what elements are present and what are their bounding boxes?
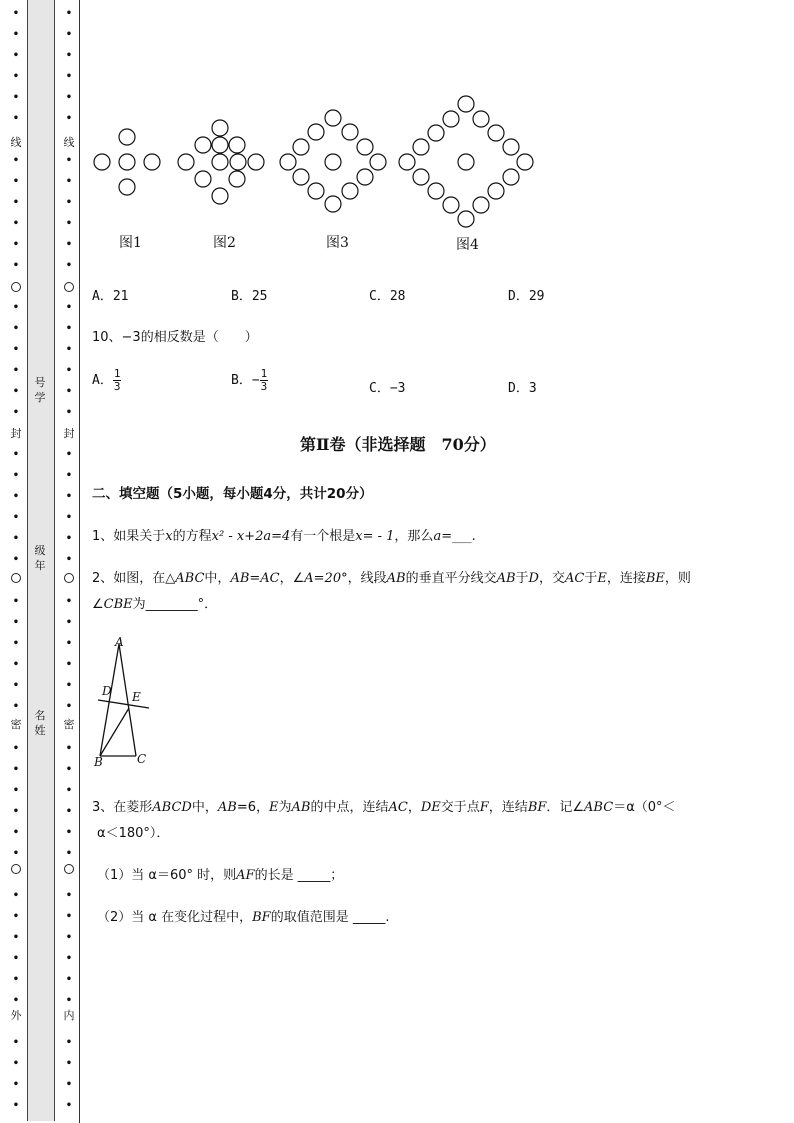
margin-dot: •: [65, 50, 73, 61]
margin-circle: [11, 864, 21, 874]
margin-dot: •: [12, 218, 20, 229]
margin-dot: •: [65, 764, 73, 775]
student-number-label: 号 学: [34, 376, 46, 404]
margin-dot: •: [12, 848, 20, 859]
margin-dot: •: [65, 407, 73, 418]
q9-option-c: C．28: [369, 289, 406, 304]
fill-q2-line1: 2、如图，在△ABC中，AB=AC，∠A=20°，线段AB的垂直平分线交AB于D，交AC于E，连接BE，则: [92, 571, 691, 586]
fill-q2-line2: ∠CBE为________°．: [92, 597, 218, 612]
margin-dot: •: [12, 617, 20, 628]
margin-dot: •: [65, 71, 73, 82]
margin-dot: •: [12, 470, 20, 481]
margin-char: 密: [10, 718, 22, 731]
margin-dot: •: [12, 491, 20, 502]
binding-inner-line: [79, 0, 80, 1123]
q10-option-d: D．3: [508, 381, 537, 396]
margin-dot: •: [65, 239, 73, 250]
margin-dot: •: [65, 533, 73, 544]
part-2-title: 第Ⅱ卷（非选择题 70分）: [300, 435, 496, 454]
margin-dot: •: [12, 659, 20, 670]
margin-dot: •: [12, 806, 20, 817]
figure-2-label: 图2: [213, 235, 236, 251]
grade-label: 级 年: [34, 544, 46, 572]
margin-circle: [11, 573, 21, 583]
margin-dot: •: [12, 512, 20, 523]
margin-dot: •: [12, 953, 20, 964]
margin-dot: •: [12, 50, 20, 61]
circle-pattern-figures: [85, 90, 555, 230]
margin-dot: •: [65, 344, 73, 355]
margin-dot: •: [12, 302, 20, 313]
margin-dot: •: [12, 176, 20, 187]
margin-char: 密: [63, 718, 75, 731]
margin-dot: •: [65, 260, 73, 271]
margin-dot: •: [12, 239, 20, 250]
margin-dot: •: [65, 8, 73, 19]
margin-dot: •: [12, 323, 20, 334]
fill-section-title: 二、填空题（5小题，每小题4分，共计20分）: [92, 486, 373, 502]
margin-dot: •: [12, 1079, 20, 1090]
margin-dot: •: [65, 176, 73, 187]
fill-q3-line2: α＜180°）．: [97, 826, 170, 841]
margin-dot: •: [12, 596, 20, 607]
margin-dot: •: [12, 911, 20, 922]
margin-dot: •: [65, 554, 73, 565]
margin-dot: •: [12, 71, 20, 82]
margin-dot: •: [65, 29, 73, 40]
margin-dot: •: [65, 155, 73, 166]
q9-option-d: D．29: [508, 289, 545, 304]
margin-dot: •: [12, 974, 20, 985]
figure-3-label: 图3: [326, 235, 349, 251]
margin-dot: •: [65, 596, 73, 607]
margin-dot: •: [65, 1079, 73, 1090]
margin-dot: •: [12, 29, 20, 40]
margin-circle: [64, 282, 74, 292]
fill-q1: 1、如果关于x的方程x² - x+2a=4有一个根是x= - 1，那么a=___.: [92, 529, 476, 544]
point-a-label: A: [115, 635, 124, 649]
fill-q3-line1: 3、在菱形ABCD中，AB=6，E为AB的中点，连结AC，DE交于点F，连结BF．记∠ABC＝α（0°＜: [92, 800, 676, 815]
fill-q3-part1: （1）当 α＝60° 时，则AF的长是 _____；: [97, 868, 344, 883]
point-e-label: E: [132, 690, 141, 704]
margin-dot: •: [12, 743, 20, 754]
margin-dot: •: [65, 974, 73, 985]
name-label: 名 姓: [34, 709, 46, 737]
margin-circle: [11, 282, 21, 292]
margin-dot: •: [65, 659, 73, 670]
margin-dot: •: [65, 890, 73, 901]
margin-dot: •: [12, 1037, 20, 1048]
point-d-label: D: [102, 684, 112, 698]
figure-4-label: 图4: [456, 237, 479, 253]
margin-dot: •: [12, 197, 20, 208]
margin-char: 外: [10, 1009, 22, 1022]
margin-dot: •: [65, 848, 73, 859]
margin-dot: •: [12, 554, 20, 565]
margin-dot: •: [65, 1100, 73, 1111]
margin-dot: •: [12, 785, 20, 796]
margin-dot: •: [12, 449, 20, 460]
margin-dot: •: [12, 344, 20, 355]
margin-dot: •: [65, 617, 73, 628]
margin-dot: •: [12, 1058, 20, 1069]
margin-dot: •: [12, 260, 20, 271]
margin-dot: •: [12, 638, 20, 649]
margin-dot: •: [65, 365, 73, 376]
margin-dot: •: [65, 386, 73, 397]
point-c-label: C: [137, 752, 147, 766]
margin-dot: •: [12, 386, 20, 397]
q10-option-b: B．− $\frac{1}{3}$: [231, 367, 268, 393]
margin-dot: •: [12, 365, 20, 376]
margin-char: 封: [63, 427, 75, 440]
q10-stem: 10、−3的相反数是（ ）: [92, 330, 258, 345]
q10-option-c: C．−3: [369, 381, 406, 396]
margin-dot: •: [65, 638, 73, 649]
margin-dot: •: [65, 323, 73, 334]
margin-dot: •: [12, 92, 20, 103]
q10-option-a: A． $\frac{1}{3}$: [92, 367, 121, 393]
fraction-one-third: $\frac{1}{3}$: [113, 367, 121, 393]
margin-char: 封: [10, 427, 22, 440]
margin-dot: •: [12, 113, 20, 124]
margin-dot: •: [12, 995, 20, 1006]
perpendicular-bisector: [98, 700, 149, 708]
margin-dot: •: [65, 680, 73, 691]
point-b-label: B: [94, 755, 103, 769]
q9-option-b: B．25: [231, 289, 268, 304]
margin-dot: •: [12, 764, 20, 775]
margin-dot: •: [12, 932, 20, 943]
margin-dot: •: [65, 827, 73, 838]
fraction-one-third: $\frac{1}{3}$: [260, 367, 268, 393]
margin-dot: •: [65, 470, 73, 481]
margin-dot: •: [65, 449, 73, 460]
fill-q3-part2: （2）当 α 在变化过程中，BF的取值范围是 _____.: [97, 910, 390, 925]
margin-dot: •: [65, 197, 73, 208]
margin-dot: •: [65, 701, 73, 712]
margin-dot: •: [12, 8, 20, 19]
figure-1-label: 图1: [119, 235, 142, 251]
margin-dot: •: [12, 701, 20, 712]
inner-seal-column: [62, 0, 76, 1123]
margin-dot: •: [65, 113, 73, 124]
margin-char: 内: [63, 1009, 75, 1022]
margin-dot: •: [12, 407, 20, 418]
q9-option-a: A．21: [92, 289, 129, 304]
margin-dot: •: [12, 680, 20, 691]
margin-dot: •: [65, 932, 73, 943]
margin-circle: [64, 864, 74, 874]
margin-char: 线: [10, 136, 22, 149]
margin-dot: •: [65, 218, 73, 229]
margin-dot: •: [12, 827, 20, 838]
margin-dot: •: [65, 995, 73, 1006]
margin-dot: •: [65, 512, 73, 523]
margin-dot: •: [65, 953, 73, 964]
margin-char: 线: [63, 136, 75, 149]
margin-dot: •: [12, 1100, 20, 1111]
margin-dot: •: [65, 92, 73, 103]
triangle-figure: [88, 630, 168, 775]
margin-dot: •: [65, 302, 73, 313]
margin-dot: •: [12, 155, 20, 166]
margin-circle: [64, 573, 74, 583]
margin-dot: •: [65, 1037, 73, 1048]
outer-seal-column: [9, 0, 23, 1123]
margin-dot: •: [65, 911, 73, 922]
margin-dot: •: [65, 806, 73, 817]
margin-dot: •: [12, 533, 20, 544]
margin-dot: •: [65, 491, 73, 502]
margin-dot: •: [65, 785, 73, 796]
margin-dot: •: [65, 743, 73, 754]
margin-dot: •: [65, 1058, 73, 1069]
margin-dot: •: [12, 890, 20, 901]
